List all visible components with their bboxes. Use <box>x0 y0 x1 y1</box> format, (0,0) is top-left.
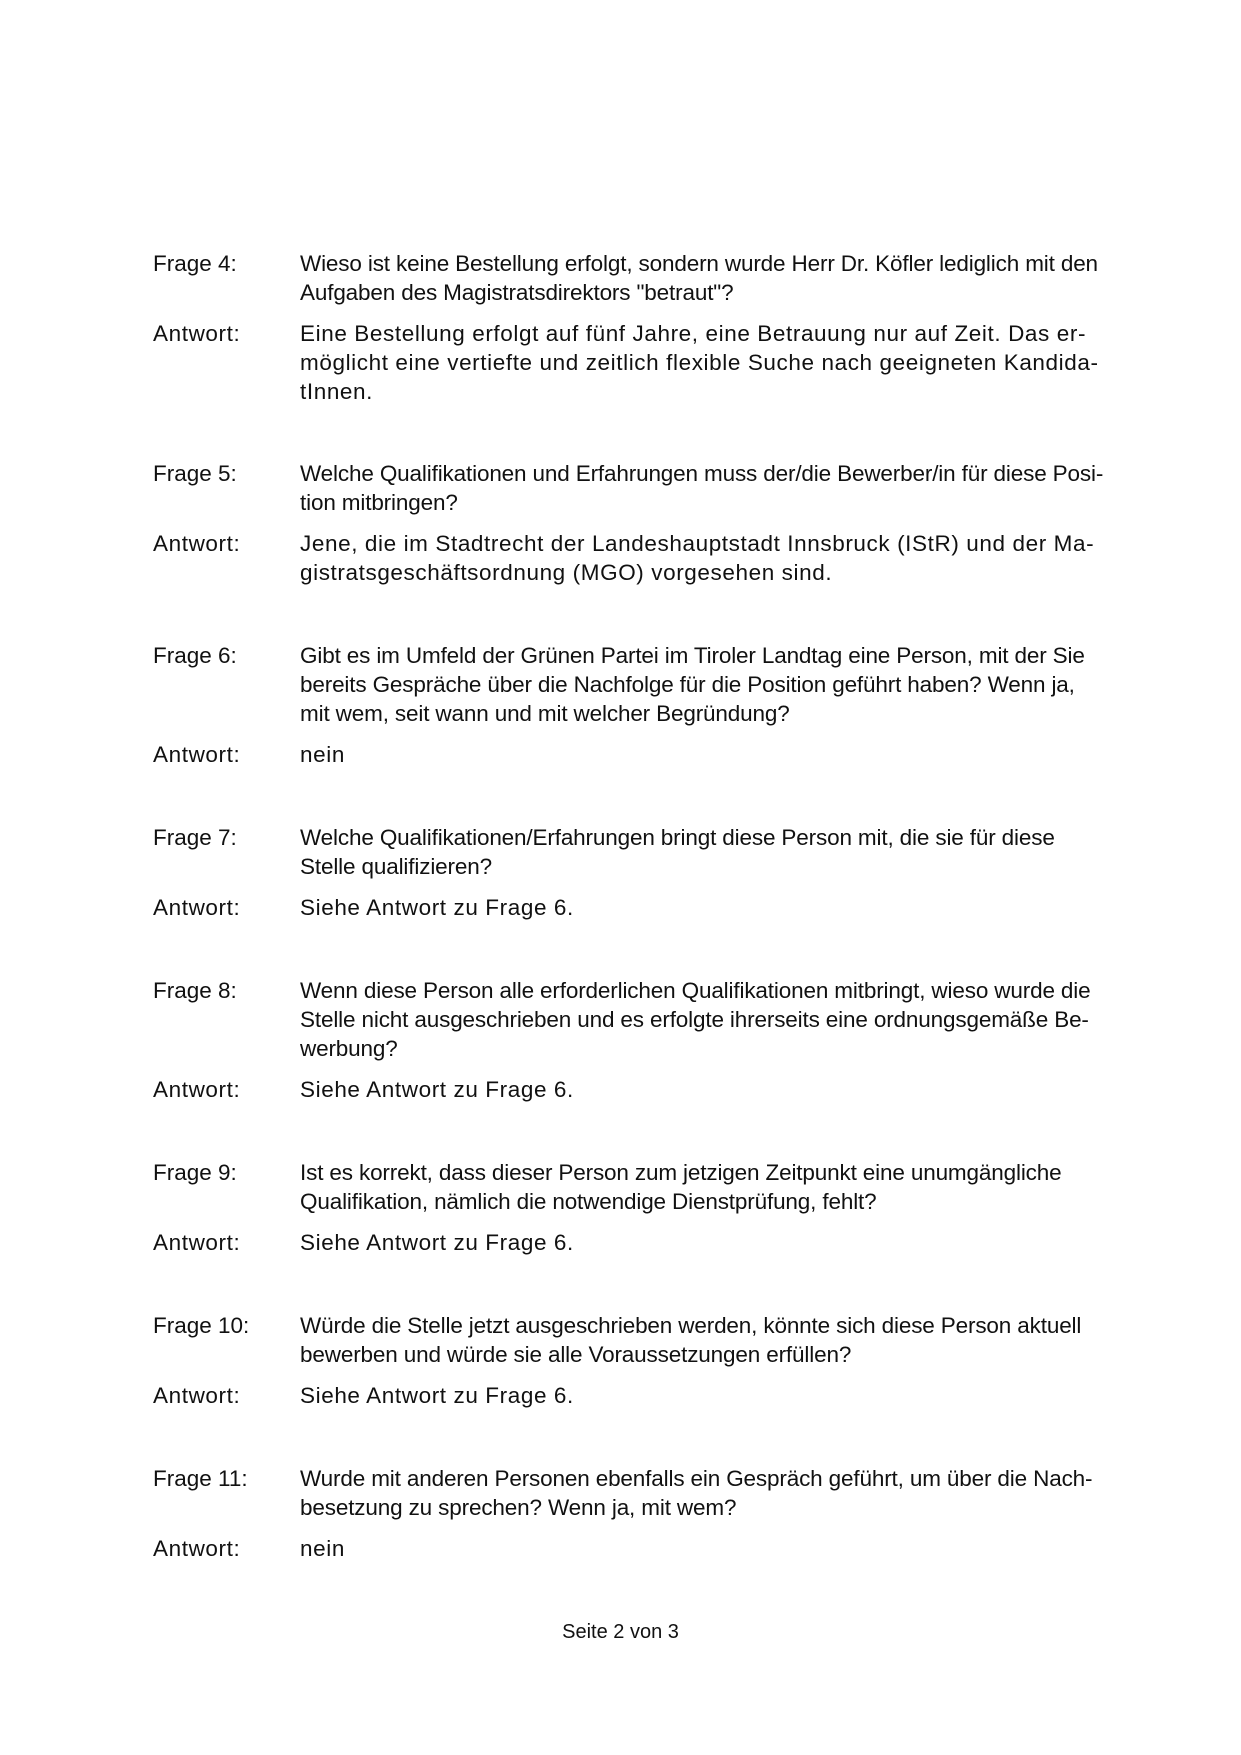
question-row <box>153 823 1133 881</box>
question-line: Wieso ist keine Bestellung erfolgt, sondern wurde Herr Dr. Köfler lediglich mit den <box>300 251 1098 276</box>
answer-text <box>300 1228 1132 1257</box>
answer-row <box>153 1381 1133 1410</box>
answer-label: Antwort: <box>153 1230 241 1255</box>
qa-block-frage-4 <box>153 249 1133 406</box>
question-line: Wenn diese Person alle erforderlichen Qualifikationen mitbringt, wieso wurde die <box>300 978 1091 1003</box>
question-label: Frage 9: <box>153 1160 237 1185</box>
question-text <box>300 641 1132 728</box>
question-line: bereits Gespräche über die Nachfolge für die Position geführt haben? Wenn ja, <box>300 672 1075 697</box>
question-label: Frage 7: <box>153 825 237 850</box>
question-row <box>153 1464 1133 1522</box>
answer-row <box>153 1534 1133 1563</box>
question-label: Frage 6: <box>153 643 237 668</box>
question-line: Ist es korrekt, dass dieser Person zum jetzigen Zeitpunkt eine unumgängliche <box>300 1160 1062 1185</box>
answer-label: Antwort: <box>153 1077 241 1102</box>
qa-block-frage-6 <box>153 641 1133 769</box>
answer-label: Antwort: <box>153 1536 241 1561</box>
qa-block-frage-5 <box>153 459 1133 587</box>
question-row <box>153 1311 1133 1369</box>
answer-text <box>300 1075 1132 1104</box>
question-text <box>300 249 1132 307</box>
answer-line: möglicht eine vertiefte und zeitlich flexible Suche nach geeigneten Kandida- <box>300 350 1099 375</box>
question-line: Aufgaben des Magistratsdirektors "betraut"? <box>300 280 734 305</box>
answer-label: Antwort: <box>153 531 241 556</box>
question-line: Stelle qualifizieren? <box>300 854 492 879</box>
answer-row <box>153 319 1133 406</box>
question-line: Gibt es im Umfeld der Grünen Partei im Tiroler Landtag eine Person, mit der Sie <box>300 643 1085 668</box>
answer-label: Antwort: <box>153 895 241 920</box>
answer-text <box>300 893 1132 922</box>
question-text <box>300 1311 1132 1369</box>
answer-text <box>300 529 1132 587</box>
question-text <box>300 976 1132 1063</box>
answer-label: Antwort: <box>153 742 241 767</box>
answer-line: nein <box>300 1536 345 1561</box>
question-line: Qualifikation, nämlich die notwendige Dienstprüfung, fehlt? <box>300 1189 877 1214</box>
question-line: Stelle nicht ausgeschrieben und es erfolgte ihrerseits eine ordnungsgemäße Be- <box>300 1007 1089 1032</box>
qa-block-frage-10 <box>153 1311 1133 1410</box>
question-label: Frage 5: <box>153 461 237 486</box>
answer-line: Siehe Antwort zu Frage 6. <box>300 1077 574 1102</box>
answer-line: Siehe Antwort zu Frage 6. <box>300 1230 574 1255</box>
qa-block-frage-11 <box>153 1464 1133 1563</box>
question-line: Würde die Stelle jetzt ausgeschrieben werden, könnte sich diese Person aktuell <box>300 1313 1082 1338</box>
question-row <box>153 1158 1133 1216</box>
answer-line: Eine Bestellung erfolgt auf fünf Jahre, eine Betrauung nur auf Zeit. Das er- <box>300 321 1087 346</box>
question-label: Frage 11: <box>153 1466 248 1491</box>
answer-line: Siehe Antwort zu Frage 6. <box>300 895 574 920</box>
question-label: Frage 4: <box>153 251 237 276</box>
qa-block-frage-9 <box>153 1158 1133 1257</box>
answer-line: Jene, die im Stadtrecht der Landeshauptstadt Innsbruck (IStR) und der Ma- <box>300 531 1095 556</box>
question-line: bewerben und würde sie alle Voraussetzungen erfüllen? <box>300 1342 852 1367</box>
question-line: werbung? <box>300 1036 398 1061</box>
question-text <box>300 1158 1132 1216</box>
question-line: mit wem, seit wann und mit welcher Begründung? <box>300 701 790 726</box>
answer-line: gistratsgeschäftsordnung (MGO) vorgesehen sind. <box>300 560 833 585</box>
qa-block-frage-8 <box>153 976 1133 1104</box>
question-line: Wurde mit anderen Personen ebenfalls ein Gespräch geführt, um über die Nach- <box>300 1466 1093 1491</box>
answer-row <box>153 1228 1133 1257</box>
answer-label: Antwort: <box>153 1383 241 1408</box>
question-line: Welche Qualifikationen/Erfahrungen bringt diese Person mit, die sie für diese <box>300 825 1055 850</box>
question-text <box>300 459 1132 517</box>
answer-line: tInnen. <box>300 379 374 404</box>
question-row <box>153 459 1133 517</box>
answer-row <box>153 893 1133 922</box>
answer-line: nein <box>300 742 345 767</box>
question-line: Welche Qualifikationen und Erfahrungen muss der/die Bewerber/in für diese Posi- <box>300 461 1104 486</box>
answer-label: Antwort: <box>153 321 241 346</box>
answer-row <box>153 529 1133 587</box>
question-line: besetzung zu sprechen? Wenn ja, mit wem? <box>300 1495 737 1520</box>
question-label: Frage 10: <box>153 1313 250 1338</box>
question-row <box>153 976 1133 1063</box>
answer-row <box>153 740 1133 769</box>
question-row <box>153 249 1133 307</box>
answer-line: Siehe Antwort zu Frage 6. <box>300 1383 574 1408</box>
question-text <box>300 823 1132 881</box>
answer-text <box>300 740 1132 769</box>
question-line: tion mitbringen? <box>300 490 458 515</box>
answer-text <box>300 1381 1132 1410</box>
question-label: Frage 8: <box>153 978 237 1003</box>
answer-text <box>300 319 1132 406</box>
qa-block-frage-7 <box>153 823 1133 922</box>
question-text <box>300 1464 1132 1522</box>
answer-text <box>300 1534 1132 1563</box>
answer-row <box>153 1075 1133 1104</box>
page-number-footer: Seite 2 von 3 <box>562 1621 679 1643</box>
question-row <box>153 641 1133 728</box>
